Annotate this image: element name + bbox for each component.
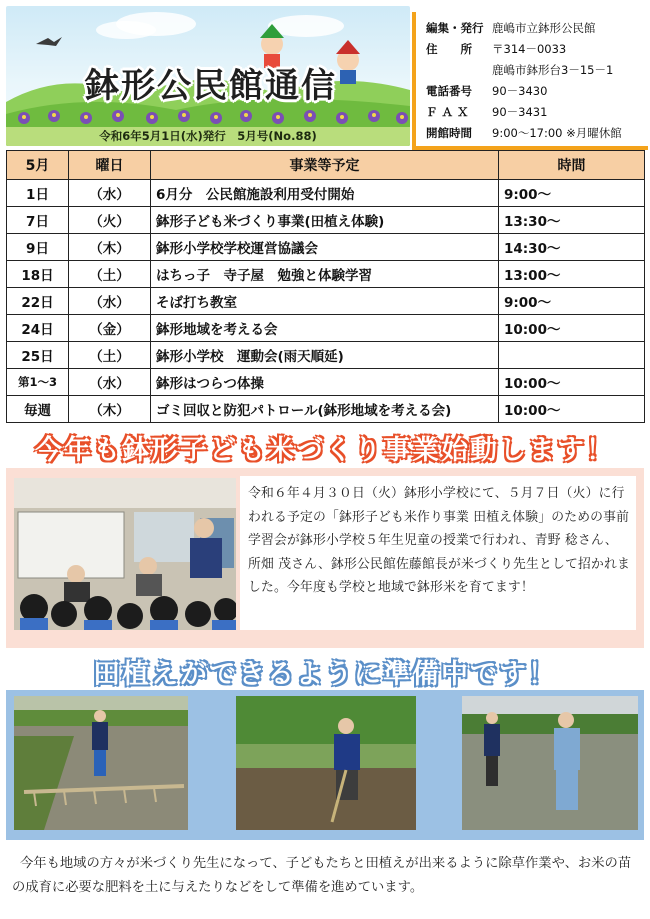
field-photo-1	[14, 696, 188, 830]
event-cell: 6月分 公民館施設利用受付開始	[151, 180, 499, 207]
time-cell: 10:00～	[499, 396, 645, 423]
masthead-banner	[6, 6, 410, 146]
table-header-row	[7, 151, 645, 180]
date-cell: 1日	[7, 180, 69, 207]
info-label: 開館時間	[426, 126, 472, 140]
date-cell: 9日	[7, 234, 69, 261]
info-value: 鹿嶋市立鉢形公民館	[492, 21, 596, 35]
column-header-weekday: 曜日	[69, 151, 151, 180]
event-cell: はちっ子 寺子屋 勉強と体験学習	[151, 261, 499, 288]
event-cell: 鉢形小学校 運動会(雨天順延)	[151, 342, 499, 369]
info-row-address-2	[426, 62, 613, 78]
event-cell: そば打ち教室	[151, 288, 499, 315]
info-label: 住 所	[426, 42, 472, 56]
classroom-photo	[14, 478, 236, 630]
time-cell: 14:30～	[499, 234, 645, 261]
info-label: 編集・発行	[426, 21, 484, 35]
event-cell: ゴミ回収と防犯パトロール(鉢形地域を考える会)	[151, 396, 499, 423]
section2-body: 今年も地域の方々が米づくり先生になって、子どもたちと田植えが出来るように除草作業や、お米の苗の成育に必要な肥料を土に与えたりなどをして準備を進めています。	[12, 856, 632, 895]
field-photo-2	[236, 696, 416, 830]
info-row-address	[426, 41, 566, 57]
table-row	[7, 207, 645, 234]
table-row	[7, 261, 645, 288]
info-value: 〒314－0033	[492, 42, 567, 56]
event-cell: 鉢形小学校学校運営協議会	[151, 234, 499, 261]
table-row	[7, 315, 645, 342]
date-cell: 7日	[7, 207, 69, 234]
info-row-publisher	[426, 20, 596, 36]
newsletter-title: 鉢形公民館通信	[85, 66, 337, 106]
column-header-month: 5月	[7, 151, 69, 180]
weekday-cell: （木）	[69, 396, 151, 423]
date-cell: 第1～3	[7, 369, 69, 396]
event-cell: 鉢形子ども米づくり事業(田植え体験)	[151, 207, 499, 234]
weekday-cell: （土）	[69, 342, 151, 369]
table-row	[7, 288, 645, 315]
time-cell: 13:00～	[499, 261, 645, 288]
table-row	[7, 369, 645, 396]
time-cell: 10:00～	[499, 315, 645, 342]
time-cell	[499, 342, 645, 369]
table-row	[7, 234, 645, 261]
event-cell: 鉢形はつらつ体操	[151, 369, 499, 396]
weekday-cell: （土）	[69, 261, 151, 288]
table-row	[7, 180, 645, 207]
info-row-phone	[426, 83, 547, 99]
date-cell: 25日	[7, 342, 69, 369]
info-row-fax	[426, 104, 547, 120]
column-header-event: 事業等予定	[151, 151, 499, 180]
info-label: Ｆ Ａ Ｘ	[426, 105, 469, 119]
info-value: 90－3430	[492, 84, 548, 98]
section1-textbox	[240, 476, 636, 630]
weekday-cell: （水）	[69, 180, 151, 207]
field-photo-3	[462, 696, 638, 830]
weekday-cell: （火）	[69, 207, 151, 234]
info-label: 電話番号	[426, 84, 472, 98]
time-cell: 9:00～	[499, 288, 645, 315]
info-value: 鹿嶋市鉢形台3－15－1	[492, 63, 614, 77]
table-row	[7, 396, 645, 423]
column-header-time: 時間	[499, 151, 645, 180]
section1-headline: 今年も鉢形子ども米づくり事業始動します！	[35, 435, 615, 466]
date-cell: 18日	[7, 261, 69, 288]
info-value: 90－3431	[492, 105, 548, 119]
weekday-cell: （水）	[69, 288, 151, 315]
weekday-cell: （木）	[69, 234, 151, 261]
time-cell: 10:00～	[499, 369, 645, 396]
event-cell: 鉢形地域を考える会	[151, 315, 499, 342]
date-cell: 24日	[7, 315, 69, 342]
publisher-info	[412, 12, 648, 150]
issue-date-line: 令和6年5月1日(水)発行 5月号(No.88)	[6, 127, 410, 146]
info-row-hours	[426, 125, 622, 141]
table-row	[7, 342, 645, 369]
section2-headline: 田植えができるように準備中です！	[93, 659, 557, 690]
section1-body: 令和６年４月３０日（火）鉢形小学校にて、５月７日（火）に行われる予定の「鉢形子ども米作り事業 田植え体験」のための事前学習会が鉢形小学校５年生児童の授業で行われ、青野 稔さん、所畑 茂さん、鉢形公民館佐藤館長が米づくり先生として招かれました。今年度も学校と地域で鉢形米を育てます！	[248, 486, 630, 595]
weekday-cell: （金）	[69, 315, 151, 342]
date-cell: 22日	[7, 288, 69, 315]
time-cell: 13:30～	[499, 207, 645, 234]
schedule-table	[6, 150, 645, 423]
time-cell: 9:00～	[499, 180, 645, 207]
weekday-cell: （水）	[69, 369, 151, 396]
info-value: 9:00～17:00 ※月曜休館	[492, 126, 622, 140]
date-cell: 毎週	[7, 396, 69, 423]
